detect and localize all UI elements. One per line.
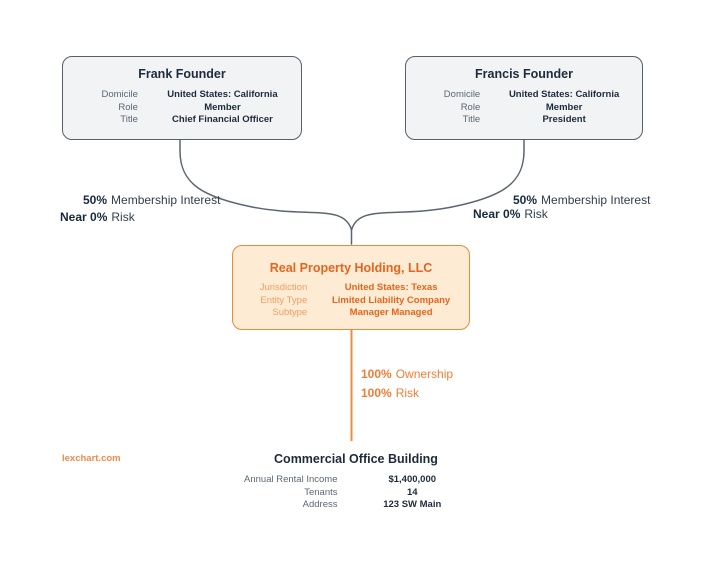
attribute-value: 123 SW Main: [383, 499, 442, 510]
attribute-value: United States: California: [167, 89, 278, 100]
node-francis-founder[interactable]: [405, 56, 643, 140]
node-title: Commercial Office Building: [274, 452, 438, 466]
attribute-label: Subtype: [272, 307, 308, 318]
attribute-label: Domicile: [443, 89, 481, 100]
attribute-value: President: [542, 114, 586, 125]
attribute-value: 14: [406, 486, 418, 498]
risk-percentage: Near 0%: [473, 207, 521, 221]
interest-text: Membership Interest: [541, 193, 651, 207]
risk-percentage: Near 0%: [60, 210, 108, 224]
attribute-value: United States: Texas: [344, 282, 438, 293]
node-attributes: [406, 89, 642, 126]
edge-label-ownership: [361, 367, 453, 381]
node-attributes: [231, 474, 481, 511]
node-title: Frank Founder: [138, 67, 226, 81]
attribute-label: Role: [460, 101, 481, 113]
attribute-label: Title: [120, 114, 138, 125]
attribute-value: $1,400,000: [388, 474, 437, 485]
risk-text: Risk: [395, 386, 420, 400]
ownership-text: Ownership: [395, 367, 454, 381]
risk-text: Risk: [111, 210, 135, 224]
edge-label-left-risk: [60, 210, 135, 224]
ownership-percentage: 100%: [361, 367, 392, 381]
edge-label-left-membership-interest: [83, 193, 220, 207]
attribute-label: Annual Rental Income: [244, 474, 338, 485]
node-real-property-holding[interactable]: [232, 245, 470, 330]
attribute-value: United States: California: [508, 89, 620, 100]
edge-label-right-membership-interest: [513, 193, 650, 207]
edge-frank-to-holding: [180, 140, 352, 244]
risk-percentage: 100%: [361, 386, 392, 400]
node-commercial-office-building[interactable]: [231, 453, 481, 511]
risk-text: Risk: [524, 207, 548, 221]
node-frank-founder[interactable]: [62, 56, 302, 140]
attribute-label: Domicile: [101, 89, 138, 100]
attribute-label: Jurisdiction: [259, 282, 308, 293]
attribute-value: Member: [204, 101, 241, 113]
edge-label-right-risk: [473, 207, 548, 221]
attribute-value: Chief Financial Officer: [172, 114, 273, 125]
interest-text: Membership Interest: [111, 193, 221, 207]
attribute-label: Address: [302, 499, 338, 510]
attribute-label: Role: [118, 101, 138, 113]
node-title: Francis Founder: [475, 67, 573, 81]
attribute-value: Limited Liability Company: [331, 294, 451, 306]
node-attributes: [63, 89, 301, 126]
interest-percentage: 50%: [513, 193, 538, 207]
node-title: Real Property Holding, LLC: [269, 261, 433, 275]
attribute-value: Manager Managed: [349, 307, 433, 318]
attribute-label: Entity Type: [260, 294, 308, 306]
attribute-label: Tenants: [304, 486, 338, 498]
attribute-label: Title: [462, 114, 481, 125]
attribute-value: Member: [545, 101, 583, 113]
edge-label-downstream-risk: [361, 386, 419, 400]
node-attributes: [233, 282, 469, 319]
interest-percentage: 50%: [83, 193, 108, 207]
lexchart-watermark[interactable]: lexchart.com: [62, 453, 121, 464]
